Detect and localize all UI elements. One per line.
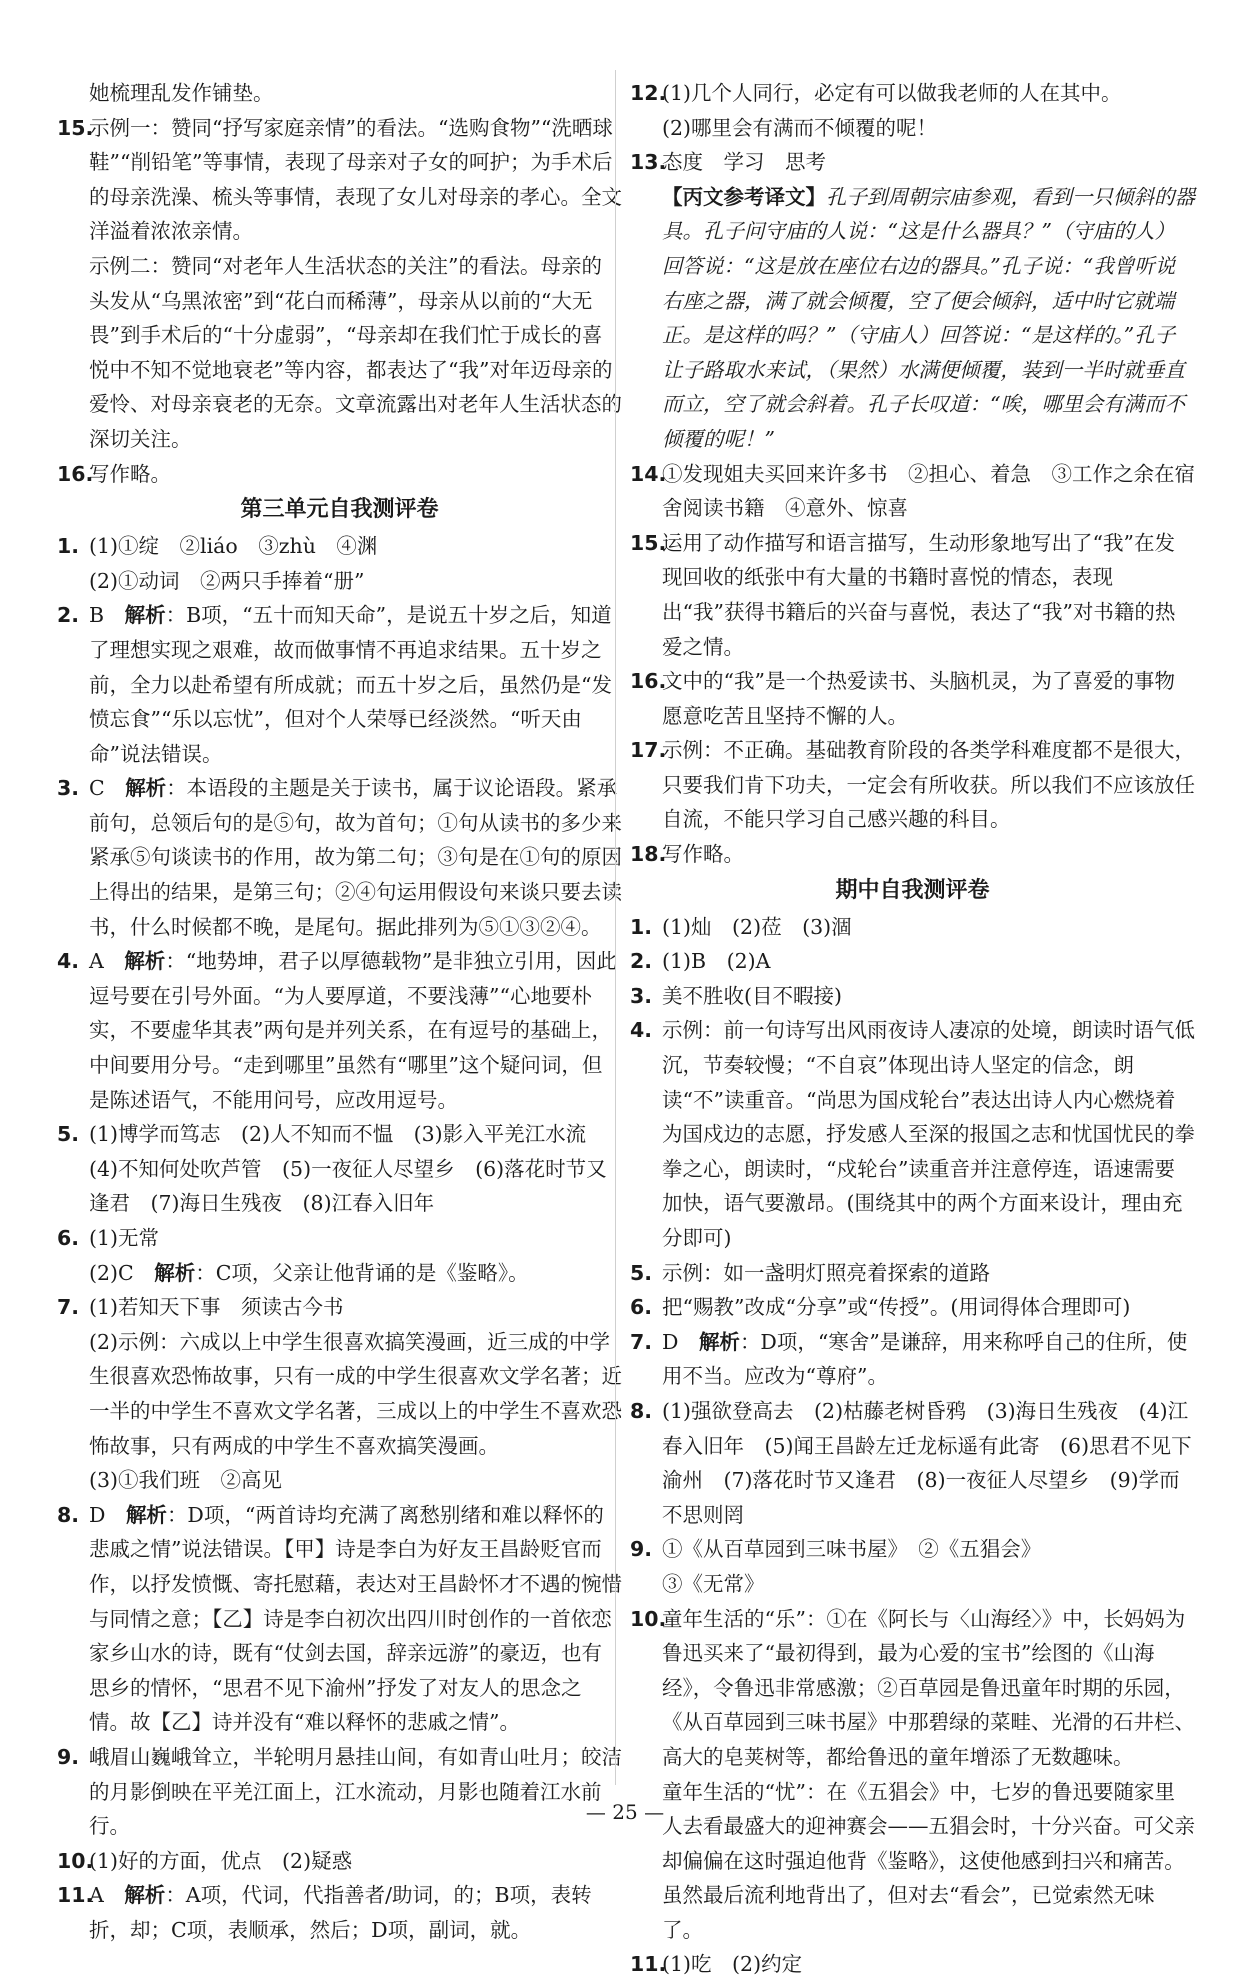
answer-choice: D	[89, 1502, 126, 1527]
question-number: 16.	[57, 461, 94, 486]
answer-text: 示例：前一句诗写出风雨夜诗人凄凉的处境，朗读时语气低沉，节奏较慢；“不自哀”体现出诗人坚定的信念，朗读“不”读重音。“尚思为国戍轮台”表达出诗人内心燃烧着为国戍边的志愿，抒发感人至深的报国之志和忧国忧民的拳拳之心，朗读时，“戍轮台”读重音并注意停连，语速需要加快，语气要激昂。(围绕其中的两个方面来设计，理由充分即可)	[662, 1018, 1195, 1250]
answer-text: (1)好的方面，优点 (2)疑惑	[89, 1848, 353, 1873]
analysis-label: 解析	[125, 776, 167, 801]
answer-text: (1)吃 (2)约定	[662, 1952, 803, 1977]
answer-text: (1)几个人同行，必定有可以做我老师的人在其中。	[662, 81, 1122, 105]
answer-choice: D	[662, 1329, 699, 1354]
answer-item	[57, 1290, 622, 1325]
question-number: 7.	[57, 1295, 80, 1320]
answer-item	[57, 457, 622, 492]
answer-text: 运用了动作描写和语言描写，生动形象地写出了“我”在发现回收的纸张中有大量的书籍时喜悦的情态，表现出“我”获得书籍后的兴奋与喜悦，表达了“我”对书籍的热爱之情。	[662, 530, 1176, 659]
answer-text: 写作略。	[662, 842, 744, 867]
answer-item	[630, 944, 1195, 979]
question-number: 3.	[57, 776, 80, 801]
question-number: 15.	[57, 115, 94, 140]
answer-text: 童年生活的“乐”：①在《阿长与〈山海经〉》中，长妈妈为鲁迅买来了“最初得到，最为心爱的宝书”绘图的《山海经》，令鲁迅非常感激；②百草园是鲁迅童年时期的乐园，《从百草园到三味书屋》中那碧绿的菜畦、光滑的石井栏、高大的皂荚树等，都给鲁迅的童年增添了无数趣味。	[662, 1606, 1195, 1769]
question-number: 6.	[57, 1226, 80, 1250]
answer-choice: B	[89, 603, 125, 628]
answer-item	[630, 457, 1195, 526]
answer-text: ：本语段的主题是关于读书，属于议论语段。紧承前句，总领后句的是⑤句，故为首句；①句从读书的多少来紧承⑤句谈读书的作用，故为第二句；③句是在①句的原因上得出的结果，是第三句；②④句运用假设句来谈只要去读书，什么时候都不晚，是尾句。据此排列为⑤①③②④。	[89, 776, 622, 939]
answer-text: (1)①绽 ②liáo ③zhù ④渊	[89, 534, 378, 559]
answer-choice: A	[89, 1883, 125, 1908]
answer-text: 示例：不正确。基础教育阶段的各类学科难度都不是很大，只要我们肯下功夫，一定会有所收获。所以我们不应该放任自流，不能只学习自己感兴趣的科目。	[662, 738, 1195, 832]
question-number: 10.	[57, 1848, 94, 1873]
analysis-label: 解析	[124, 603, 166, 628]
answer-item	[630, 1256, 1195, 1291]
answer-item	[57, 1221, 622, 1256]
answer-text: 她梳理乱发作铺垫。	[89, 81, 274, 105]
question-number: 14.	[630, 461, 667, 486]
answer-item	[630, 76, 1195, 111]
question-number: 3.	[630, 983, 653, 1008]
answer-choice: C	[89, 776, 126, 801]
translation-label: 【丙文参考译文】	[662, 184, 826, 209]
answer-item	[57, 1498, 622, 1740]
answer-item	[630, 837, 1195, 872]
left-column	[57, 76, 622, 1947]
answer-item	[630, 1325, 1195, 1394]
question-number: 11.	[57, 1883, 94, 1908]
analysis-label: 解析	[698, 1329, 740, 1354]
answer-item	[57, 111, 622, 249]
answer-text: ③《无常》	[662, 1571, 765, 1596]
question-number: 8.	[57, 1502, 80, 1527]
question-number: 12.	[630, 81, 667, 105]
answer-item	[630, 1013, 1195, 1255]
section-title: 第三单元自我测评卷	[240, 497, 439, 523]
answer-choice: A	[89, 949, 125, 974]
answer-text: 态度 学习 思考	[662, 150, 826, 175]
answer-text: 把“赐教”改成“分享”或“传授”。(用词得体合理即可)	[662, 1295, 1131, 1320]
answer-item	[630, 910, 1195, 945]
answer-text: (2)①动词 ②两只手捧着“册”	[89, 568, 365, 593]
answer-text: ：A项，代词，代指善者/助词，的；B项，表转折，却；C项，表顺承，然后；D项，副词，就。	[89, 1883, 592, 1942]
question-number: 18.	[630, 842, 667, 867]
answer-continuation	[57, 1325, 622, 1463]
question-number: 6.	[630, 1295, 653, 1320]
question-number: 15.	[630, 530, 667, 555]
answer-item	[57, 598, 622, 771]
answer-text: ：C项，父亲让他背诵的是《鉴略》。	[195, 1260, 529, 1285]
question-number: 7.	[630, 1329, 653, 1354]
question-number: 9.	[57, 1744, 80, 1769]
question-number: 13.	[630, 150, 667, 175]
answer-continuation	[57, 1256, 622, 1291]
answer-item	[630, 526, 1195, 664]
question-number: 4.	[630, 1018, 653, 1043]
answer-continuation	[57, 76, 622, 111]
answer-item	[57, 1878, 622, 1947]
answer-item	[57, 1740, 622, 1844]
answer-text: (1)无常	[89, 1226, 160, 1250]
answer-text: 峨眉山巍峨耸立，半轮明月悬挂山间，有如青山吐月；皎洁的月影倒映在平羌江面上，江水流动，月影也随着江水前行。	[89, 1744, 622, 1839]
answer-continuation	[57, 249, 622, 457]
answer-text: ①《从百草园到三味书屋》 ②《五猖会》	[662, 1537, 1042, 1562]
page-number: — 25 —	[585, 1800, 665, 1824]
answer-text: 文中的“我”是一个热爱读书、头脑机灵，为了喜爱的事物愿意吃苦且坚持不懈的人。	[662, 669, 1175, 728]
translation-paragraph	[630, 180, 1195, 457]
section-title: 期中自我测评卷	[835, 877, 990, 903]
translation-text: 孔子到周朝宗庙参观，看到一只倾斜的器具。孔子问守庙的人说：“这是什么器具？”（守庙的人）回答说：“这是放在座位右边的器具。”孔子说：“我曾听说右座之器，满了就会倾覆，空了便会倾斜，适中时它就端正。是这样的吗？”（守庙人）回答说：“是这样的。”孔子让子路取水来试，（果然）水满便倾覆，装到一半时就垂直而立，空了就会斜着。孔子长叹道：“唉，哪里会有满而不倾覆的呢！”	[662, 184, 1195, 451]
question-number: 4.	[57, 949, 80, 974]
answer-continuation	[630, 1567, 1195, 1602]
question-number: 9.	[630, 1537, 653, 1562]
answer-text: (2)示例：六成以上中学生很喜欢搞笑漫画，近三成的中学生很喜欢恐怖故事，只有一成的中学生很喜欢文学名著；近一半的中学生不喜欢文学名著，三成以上的中学生不喜欢恐怖故事，只有两成的中学生不喜欢搞笑漫画。	[89, 1329, 622, 1458]
answer-text: 美不胜收(目不暇接)	[662, 983, 842, 1008]
answer-text: ：D项，“两首诗均充满了离愁别绪和难以释怀的悲戚之情”说法错误。【甲】诗是李白为好友王昌龄贬官而作，以抒发愤慨、寄托慰藉，表达对王昌龄怀才不遇的惋惜与同情之意；【乙】诗是李白初次出四川时创作的一首依恋家乡山水的诗，既有“仗剑去国，辞亲远游”的豪迈，也有思乡的情怀，“思君不见下渝州”抒发了对友人的思念之情。故【乙】诗并没有“难以释怀的悲戚之情”。	[89, 1502, 622, 1735]
answer-item	[630, 1947, 1195, 1982]
question-number: 1.	[630, 914, 653, 939]
column-divider	[615, 70, 616, 1785]
analysis-label: 解析	[125, 1502, 167, 1527]
answer-text: 童年生活的“忧”：在《五猖会》中，七岁的鲁迅要随家里人去看最盛大的迎神赛会——五猖会时，十分兴奋。可父亲却偏偏在这时强迫他背《鉴略》，这使他感到扫兴和痛苦。虽然最后流利地背出了，但对去“看会”，已觉索然无味了。	[662, 1779, 1195, 1942]
answer-item	[630, 1290, 1195, 1325]
answer-choice: (2)C	[89, 1260, 155, 1285]
answer-item	[630, 1532, 1195, 1567]
analysis-label: 解析	[124, 949, 166, 974]
question-number: 10.	[630, 1606, 667, 1631]
answer-text: ：B项，“五十而知天命”，是说五十岁之后，知道了理想实现之艰难，故而做事情不再追求结果。五十岁之前，全力以赴希望有所成就；而五十岁之后，虽然仍是“发愤忘食”“乐以忘忧”，但对个人荣辱已经淡然。“听天由命”说法错误。	[89, 603, 612, 766]
question-number: 2.	[630, 949, 653, 974]
answer-item	[630, 1602, 1195, 1775]
answer-item	[630, 733, 1195, 837]
answer-item	[630, 145, 1195, 180]
answer-text: (1)B (2)A	[662, 949, 771, 974]
answer-text: 示例二：赞同“对老年人生活状态的关注”的看法。母亲的头发从“乌黑浓密”到“花白而稀薄”，母亲从以前的“大无畏”到手术后的“十分虚弱”，“母亲却在我们忙于成长的喜悦中不知不觉地衰老”等内容，都表达了“我”对年迈母亲的爱怜、对母亲衰老的无奈。文章流露出对老年人生活状态的深切关注。	[89, 253, 622, 451]
answer-item	[57, 1844, 622, 1879]
answer-continuation	[57, 564, 622, 599]
question-number: 5.	[57, 1122, 80, 1147]
question-number: 17.	[630, 738, 667, 763]
question-number: 8.	[630, 1398, 653, 1423]
question-number: 1.	[57, 534, 80, 559]
answer-text: 示例：如一盏明灯照亮着探索的道路	[662, 1260, 990, 1285]
answer-text: 示例一：赞同“抒写家庭亲情”的看法。“选购食物”“洗晒球鞋”“削铅笔”等事情，表现了母亲对子女的呵护；为手术后的母亲洗澡、梳头等事情，表现了女儿对母亲的孝心。全文洋溢着浓浓亲情。	[89, 115, 622, 244]
analysis-label: 解析	[124, 1883, 166, 1908]
question-number: 11.	[630, 1952, 667, 1977]
answer-text: ：D项，“寒舍”是谦辞，用来称呼自己的住所，使用不当。应改为“尊府”。	[662, 1329, 1188, 1389]
answer-item	[57, 1117, 622, 1221]
right-column	[630, 76, 1195, 1982]
answer-item	[630, 1394, 1195, 1532]
answer-text: ：“地势坤，君子以厚德载物”是非独立引用，因此逗号要在引号外面。“为人要厚道，不要浅薄”“心地要朴实，不要虚华其表”两句是并列关系，在有逗号的基础上，中间要用分号。“走到哪里”虽然有“哪里”这个疑问词，但是陈述语气，不能用问号，应改用逗号。	[89, 949, 617, 1112]
answer-text: ①发现姐夫买回来许多书 ②担心、着急 ③工作之余在宿舍阅读书籍 ④意外、惊喜	[662, 461, 1195, 521]
answer-text: (1)若知天下事 须读古今书	[89, 1295, 344, 1320]
answer-text: (1)博学而笃志 (2)人不知而不愠 (3)影入平羌江水流 (4)不知何处吹芦管 (5)一夜征人尽望乡 (6)落花时节又逢君 (7)海日生残夜 (8)江春入旧年	[89, 1122, 607, 1216]
answer-text: (1)强欲登高去 (2)枯藤老树昏鸦 (3)海日生残夜 (4)江春入旧年 (5)闻王昌龄左迁龙标遥有此寄 (6)思君不见下渝州 (7)落花时节又逢君 (8)一夜征人尽望乡 (9)学而不思则罔	[662, 1398, 1192, 1527]
question-number: 2.	[57, 603, 80, 628]
question-number: 5.	[630, 1260, 653, 1285]
answer-item	[57, 771, 622, 944]
answer-continuation	[57, 1463, 622, 1498]
answer-item	[630, 664, 1195, 733]
answer-item	[57, 944, 622, 1117]
answer-text: (3)①我们班 ②高见	[89, 1468, 283, 1493]
question-number: 16.	[630, 669, 667, 694]
answer-text: 写作略。	[89, 461, 171, 486]
answer-item	[57, 529, 622, 564]
analysis-label: 解析	[154, 1260, 196, 1285]
answer-text: (1)灿 (2)莅 (3)涸	[662, 914, 852, 939]
answer-item	[630, 979, 1195, 1014]
answer-text: (2)哪里会有满而不倾覆的呢！	[662, 115, 938, 140]
answer-continuation	[630, 111, 1195, 146]
